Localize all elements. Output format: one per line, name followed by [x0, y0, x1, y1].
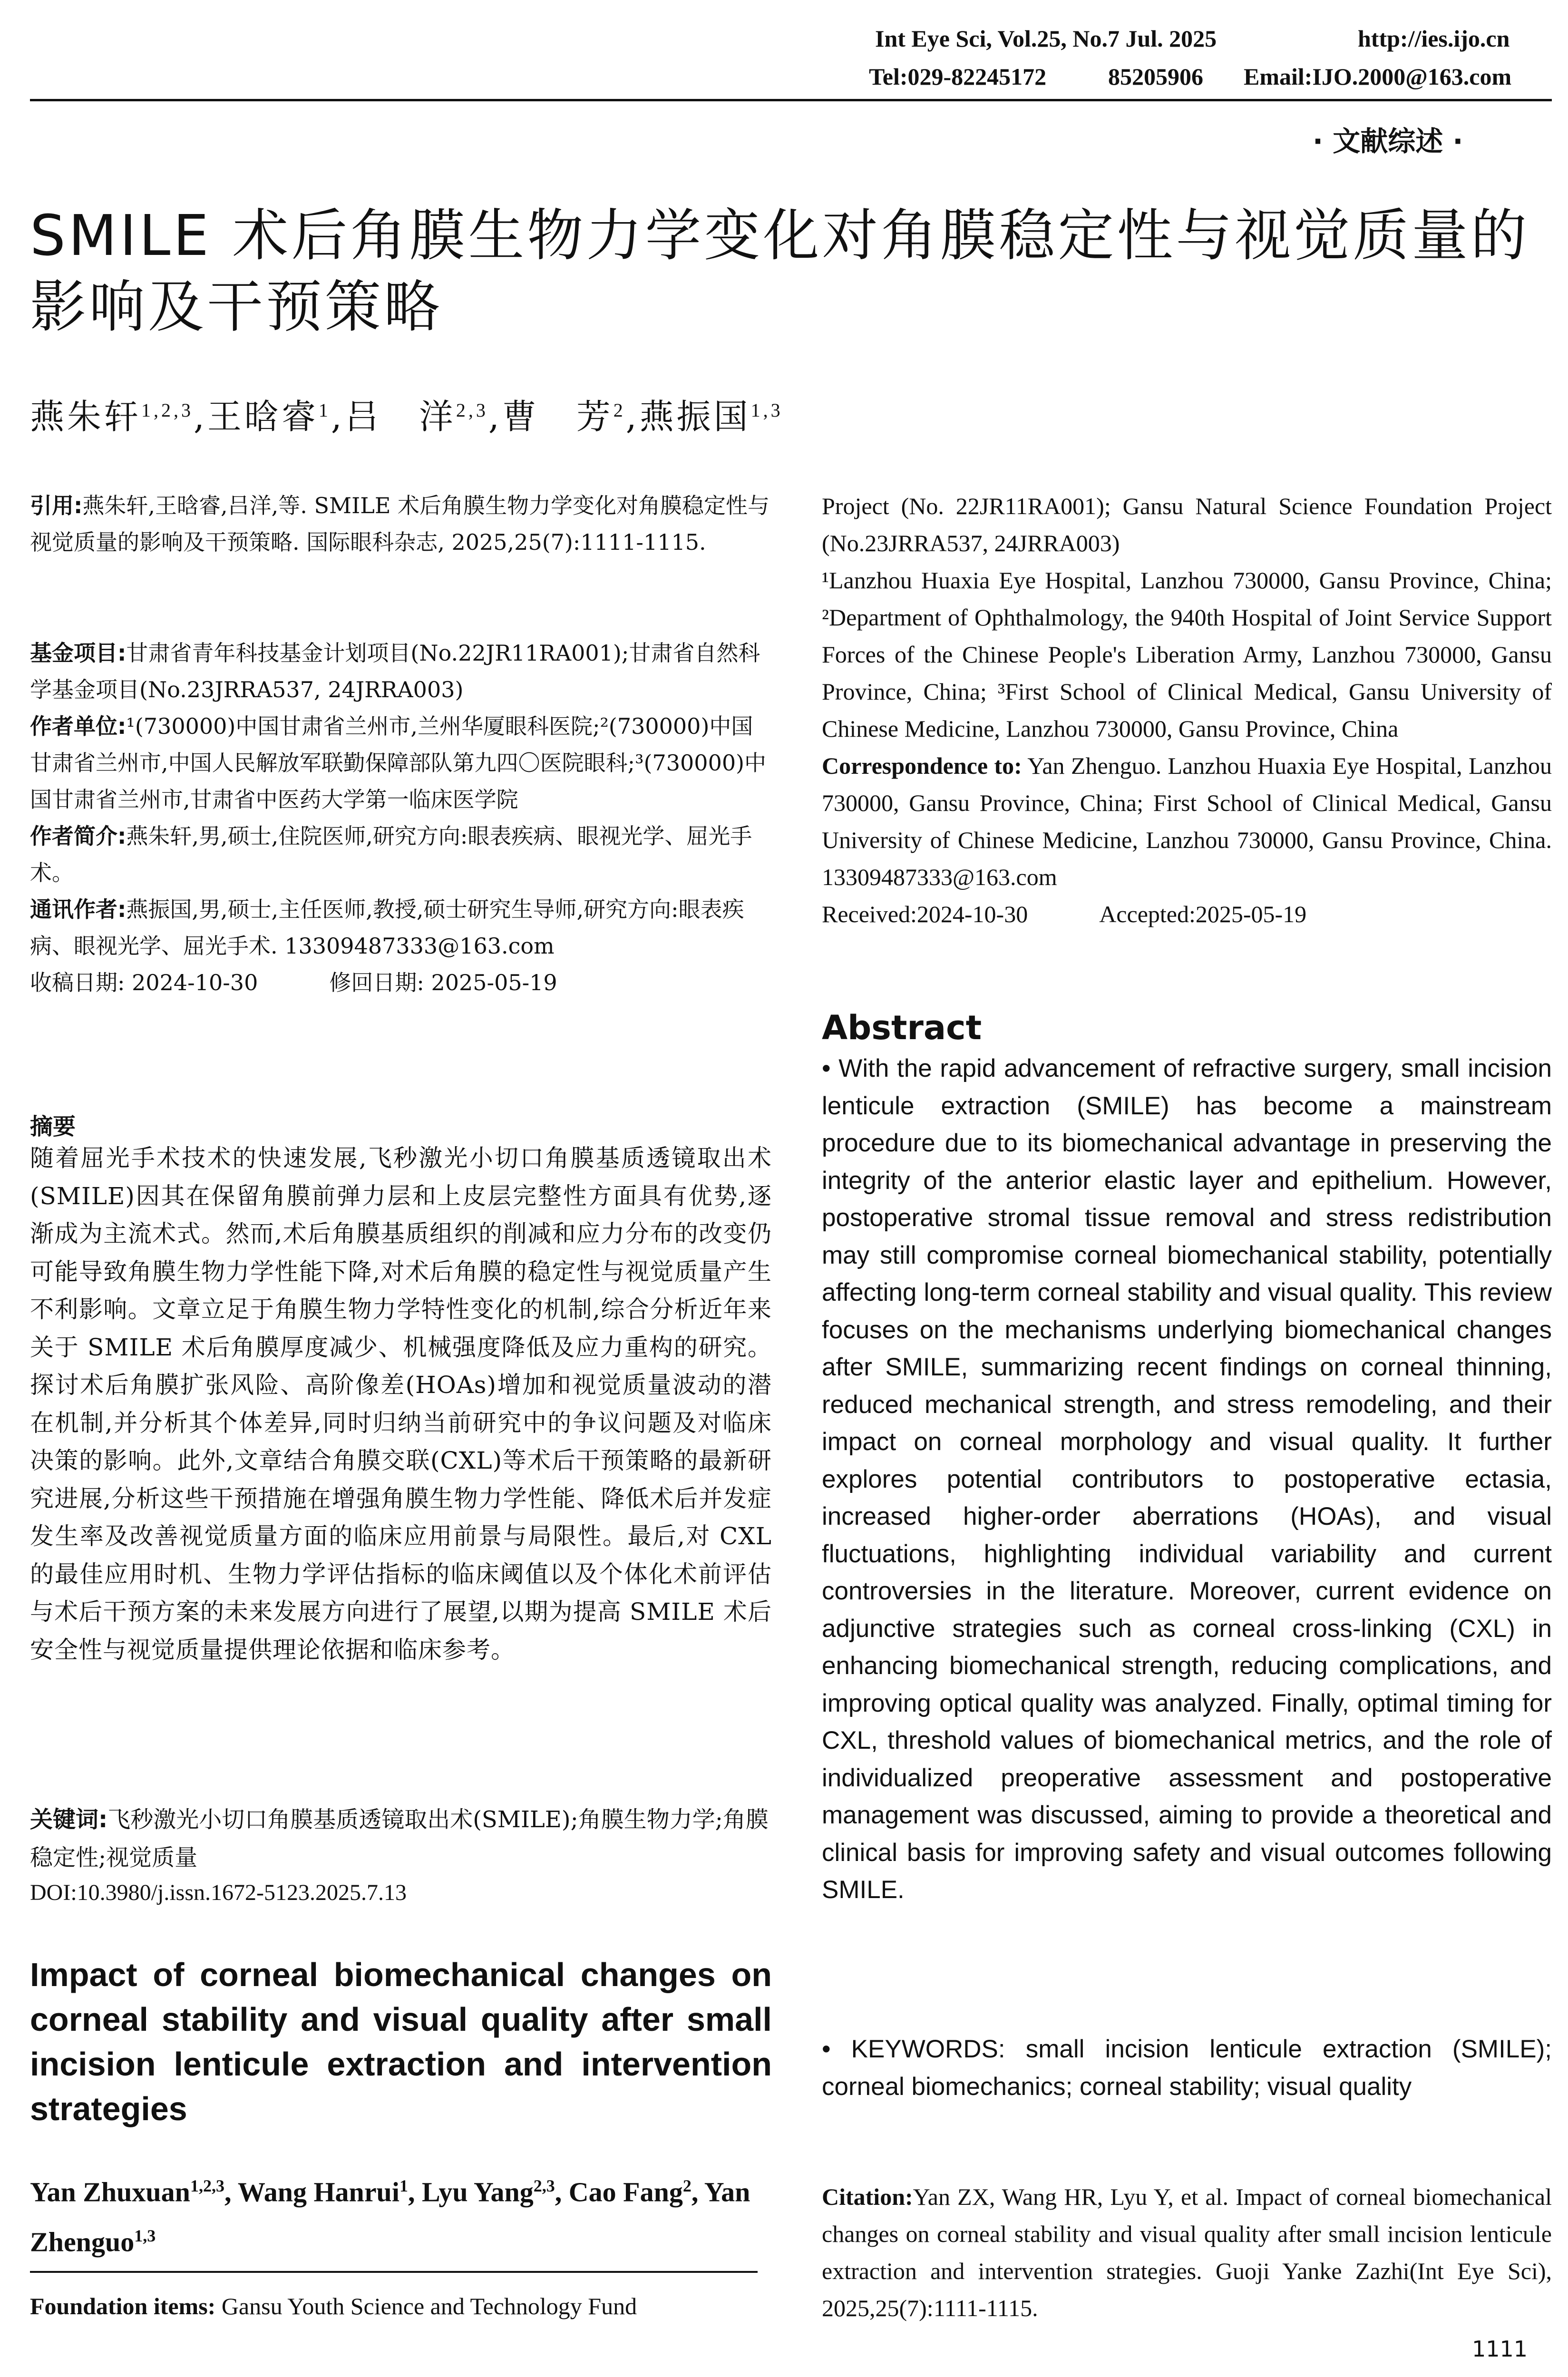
abstract-cn: 随着屈光手术技术的快速发展,飞秒激光小切口角膜基质透镜取出术(SMILE)因其在保留角膜前弹力层和上皮层完整性方面具有优势,逐渐成为主流术式。然而,术后角膜基质组织的削减和应力分布的改变仍可能导致角膜生物力学性能下降,对术后角膜的稳定性与视觉质量产生不利影响。文章立足于角膜生物力学特性变化的机制,综合分析近年来关于 SMILE 术后角膜厚度减少、机械强度降低及应力重构的研究。探讨术后角膜扩张风险、高阶像差(HOAs)增加和视觉质量波动的潜在机制,并分析其个体差异,同时归纳当前研究中的争议问题及对临床决策的影响。此外,文章结合角膜交联(CXL)等术后干预策略的最新研究进展,分析这些干预措施在增强角膜生物力学性能、降低术后并发症发生率及改善视觉质量方面的临床应用前景与局限性。最后,对 CXL 的最佳应用时机、生物力学评估指标的临床阈值以及个体化术前评估与术后干预方案的未来发展方向进行了展望,以期为提高 SMILE 术后安全性与视觉质量提供理论依据和临床参考。 [30, 1144, 772, 1664]
dates-cn: 收稿日期: 2024-10-30 修回日期: 2025-05-19 [30, 970, 557, 995]
doi[interactable]: DOI:10.3980/j.issn.1672-5123.2025.7.13 [30, 1880, 407, 1905]
section-label: · 文献综述 · [1313, 125, 1463, 157]
abstract-en: • With the rapid advancement of refractive surgery, small incision lenticule extraction (SMILE) has become a mainstream procedure due to its biomechanical advantage in preserving the integrity of the anterior elastic layer and epithelium. However, postoperative stromal tissue removal and stress redistribution may still compromise corneal biomechanical stability, potentially affecting long-term corneal stability and visual quality. This review focuses on the mechanisms underlying biomechanical changes after SMILE, summarizing recent findings on corneal thinning, reduced mechanical strength, and stress remodeling, and their impact on corneal morphology and visual quality. It further explores potential contributors to postoperative ectasia, increased higher-order aberrations (HOAs), and visual fluctuations, highlighting individual variability and current controversies in the literature. Moreover, current evidence on adjunctive strategies such as corneal cross-linking (CXL) in enhancing biomechanical strength, reducing complications, and improving optical quality was analyzed. Finally, optimal timing for CXL, threshold values of biomechanical metrics, and the role of individualized preoperative assessment and postoperative management was discussed, aiming to provide a theoretical and clinical basis for improving safety and visual outcomes following SMILE. [822, 1054, 1552, 1904]
journal-tel2: 85205906 [1108, 63, 1203, 90]
citation-cn: 引用:燕朱轩,王晗睿,吕洋,等. SMILE 术后角膜生物力学变化对角膜稳定性与视觉质量的影响及干预策略. 国际眼科杂志, 2025,25(7):1111-1115. [30, 493, 770, 555]
english-title: Impact of corneal biomechanical changes on corneal stability and visual quality after small incision lenticule extraction and intervention strategies [30, 1956, 772, 2127]
authors-cn: 燕朱轩$^{1,2,3}$,王晗睿$^1$,吕 洋$^{2,3}$,曹 芳$^2$,燕振国$^{1,3}$ [30, 397, 783, 437]
author-rule [30, 2271, 758, 2273]
abstract-cn-heading: 摘要 [30, 1113, 76, 1140]
journal-info: Int Eye Sci, Vol.25, No.7 Jul. 2025 [875, 25, 1217, 52]
abstract-heading: Abstract [822, 1008, 982, 1047]
fund-cn: 基金项目:甘肃省青年科技基金计划项目(No.22JR11RA001);甘肃省自然科学基金项目(No.23JRRA537, 24JRRA003) [30, 640, 760, 702]
foundation-en-cont: Project (No. 22JR11RA001); Gansu Natural Science Foundation Project (No.23JRRA537, 24JRRA003) [822, 493, 1552, 556]
author-name: 燕振国 [639, 397, 751, 437]
author-name: 王晗睿 [207, 397, 319, 437]
header-rule [30, 99, 1552, 101]
journal-url[interactable]: http://ies.ijo.cn [1358, 25, 1510, 52]
author-name: 曹 芳 [502, 397, 614, 437]
foundation-en: Foundation items: Gansu Youth Science and Technology Fund [30, 2293, 637, 2319]
page-title: SMILE 术后角膜生物力学变化对角膜稳定性与视觉质量的影响及干预策略 [30, 203, 1530, 340]
dates-en: Received:2024-10-30 Accepted:2025-05-19 [822, 901, 1307, 927]
authors-en: Yan Zhuxuan$^{1,2,3}$, Wang Hanrui$^1$, Lyu Yang$^{2,3}$, Cao Fang$^2$, Yan Zhenguo$^{1,3}$ [30, 2176, 750, 2258]
meta-cn [30, 635, 772, 1001]
correspondence-en: Correspondence to: Yan Zhenguo. Lanzhou Huaxia Eye Hospital, Lanzhou 730000, Gansu Province, China; First School of Clinical Medical, Gansu University of Chinese Medicine, Lanzhou 730000, Gansu Province, China. 13309487333@163.com [822, 752, 1552, 890]
page-number: 1111 [1472, 2336, 1528, 2362]
journal-email[interactable]: Email:IJO.2000@163.com [1244, 63, 1512, 90]
author-name: 燕朱轩 [30, 397, 142, 437]
author-bio-cn: 作者简介:燕朱轩,男,硕士,住院医师,研究方向:眼表疾病、眼视光学、屈光手术。 [30, 823, 752, 886]
affiliation-cn: 作者单位:¹(730000)中国甘肃省兰州市,兰州华厦眼科医院;²(730000)中国甘肃省兰州市,中国人民解放军联勤保障部队第九四〇医院眼科;³(730000)中国甘肃省兰州市,甘肃省中医药大学第一临床医学院 [30, 713, 767, 812]
keywords-cn: 关键词:飞秒激光小切口角膜基质透镜取出术(SMILE);角膜生物力学;角膜稳定性;视觉质量 [30, 1806, 769, 1871]
keywords-en: • KEYWORDS: small incision lenticule extraction (SMILE); corneal biomechanics; corneal stability; visual quality [822, 2035, 1552, 2101]
corresponding-cn: 通讯作者:燕振国,男,硕士,主任医师,教授,硕士研究生导师,研究方向:眼表疾病、眼视光学、屈光手术. 13309487333@163.com [30, 896, 744, 959]
author-name: 吕 洋 [344, 397, 456, 437]
citation-en: Citation:Yan ZX, Wang HR, Lyu Y, et al. Impact of corneal biomechanical changes on corneal stability and visual quality after small incision lenticule extraction and intervention strategies. Guoji Yanke Zazhi(Int Eye Sci), 2025,25(7):1111-1115. [822, 2183, 1552, 2321]
affiliations-en: ¹Lanzhou Huaxia Eye Hospital, Lanzhou 730000, Gansu Province, China; ²Department of Ophthalmology, the 940th Hospital of Joint Service Support Forces of the Chinese People's Liberation Army, Lanzhou 730000, Gansu Province, China; ³First School of Clinical Medical, Gansu University of Chinese Medicine, Lanzhou 730000, Gansu Province, China [822, 567, 1552, 742]
journal-tel: Tel:029-82245172 [869, 63, 1047, 90]
right-meta-en [822, 487, 1552, 933]
